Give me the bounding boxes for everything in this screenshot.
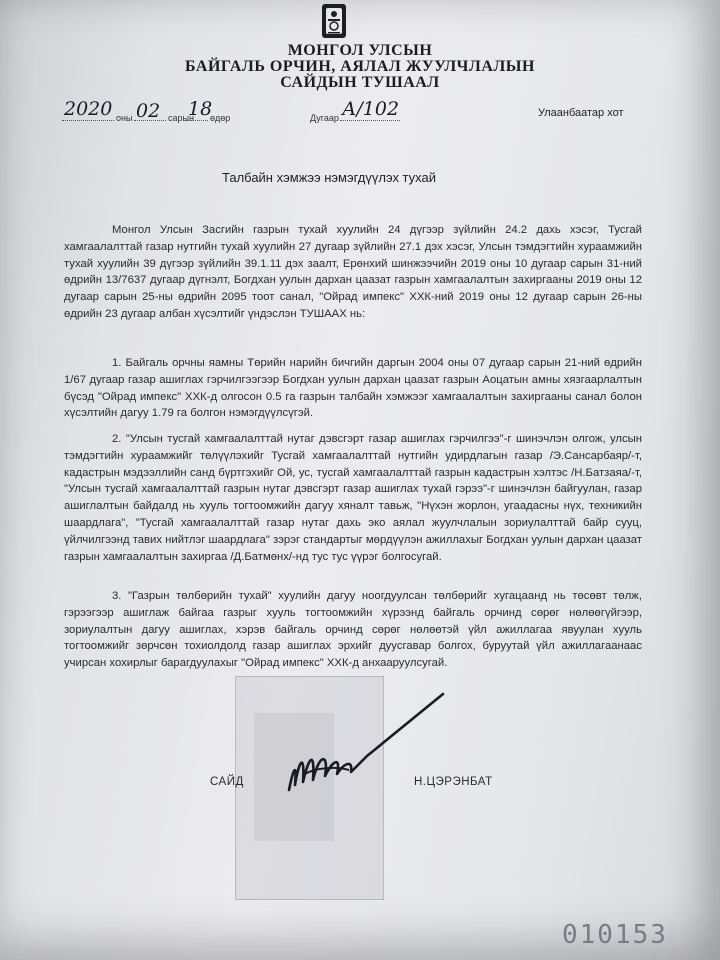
order-item-3: 3. "Газрын төлбөрийн тухай" хуулийн дагуу ноогдуулсан төлбөрийг хугацаанд нь төсөвт төлж, гэрээгээр ашиглаж байгаа газрыг хууль тогтоомжийн хүрээнд байгаль орчинд сөрөг нөлөөгүйгээр, зориулалтын дагуу ашиглах, хэрэв байгаль орчинд сөрөг нөлөөтэй үйл ажиллагаа явуулан хууль тогтоомжийг зөрчсөн тохиолдолд газар ашиглах эрхийг дуусгавар болгох, буруутай үйл ажиллагаанаас учирсан хохирлыг барагдуулахыг "Ойрад импекс" ХХК-д анхааруулсугай. [64, 590, 642, 670]
header-line-1: МОНГОЛ УЛСЫН [287, 42, 433, 59]
number-label: Дугаар [310, 113, 339, 123]
date-day-unit: өдөр [210, 113, 231, 123]
header-line-2: БАЙГАЛЬ ОРЧИН, АЯЛАЛ ЖУУЛЧЛАЛЫН [185, 58, 535, 75]
date-month-unit: сарын [168, 113, 194, 123]
date-year-unit: оны [116, 113, 133, 123]
signer-name: Н.ЦЭРЭНБАТ [414, 776, 493, 788]
date-month: 02 [136, 100, 161, 122]
document-subject: Талбайн хэмжээ нэмэгдүүлэх тухай [222, 170, 437, 185]
document-number: А/102 [342, 98, 400, 120]
date-year: 2020 [64, 98, 113, 120]
header-line-3: САЙДЫН ТУШААЛ [280, 74, 440, 91]
order-item-2: 2. "Улсын тусгай хамгаалалттай нутаг дэвсгэрт газар ашиглах гэрчилгээ"-г шинэчлэн олгож, улсын тэмдэгтийн хураамжийг төлүүлэхийг Тусгай хамгаалалттай нутгийн удирдлагын газар /Э.Сансарбаяр/-т, кадастрын мэдээллийн санд бүртгэхийг Ой, ус, тусгай хамгаалалттай газрын кадастрын хэлтэс /Н.Батзаяа/-т, "Улсын тусгай хамгаалалттай газрын нутаг дэвсгэрт газар ашиглах тухай гэрээ"-г шинэчлэн байгуулан, газар ашиглалтын байдалд нь хууль тогтоомжийн дагуу хяналт тавьж, "Нүхэн жорлон, угаадасны нүх, техникийн шаардлага", "Тусгай хамгаалалттай газар нутаг дахь эко аялал жуулчлалын зориулалттай байр сууц, үйлчилгээнд тавих нийтлэг шаардлага" зэрэг стандартыг мөрдүүлэн ажиллахыг Богдхан уулын дархан цаазат газрын хамгаалалтын захиргаа /Д.Батмөнх/-нд тус тус үүрэг болгосугай. [64, 433, 642, 563]
city-label: Улаанбаатар хот [538, 107, 624, 119]
serial-number: 010153 [562, 920, 668, 950]
order-item-1: 1. Байгаль орчны яамны Төрийн нарийн бичгийн даргын 2004 оны 07 дугаар сарын 21-ний өдрийн 1/67 дугаар газар ашиглах гэрчилгээгээр Богдхан уулын дархан цаазат газрын Аоцатын амны хязгаарлалтын бүсэд "Ойрад импекс" ХХК-д олгосон 0.5 га газрын талбайн хэмжээг хамгаалалтын захиргааны санал болон хүсэлтийн дагуу 1.79 га болгон нэмэгдүүлсүгэй. [64, 357, 642, 420]
handwritten-signature [275, 690, 445, 810]
date-day: 18 [188, 98, 213, 120]
state-emblem-icon [318, 2, 350, 40]
signer-title: САЙД [210, 776, 244, 788]
intro-paragraph: Монгол Улсын Засгийн газрын тухай хуулийн 24 дүгээр зүйлийн 24.2 дахь хэсэг, Тусгай хамгаалалттай газар нутгийн тухай хуулийн 27 дугаар зүйлийн 27.1 дэх хэсэг, Улсын тэмдэгтийн хураамжийн тухай хуулийн 39 дүгээр зүйлийн 39.1.11 дэх заалт, Ерөнхий шинжээчийн 2019 оны 10 дугаар сарын 31-ний өдрийн 13/7637 дугаар дүгнэлт, Богдхан уулын дархан цаазат газрын хамгаалалтын захиргааны 2019 оны 12 дугаар сарын 25-ны өдрийн 2095 тоот санал, "Ойрад импекс" ХХК-ний 2019 оны 12 дугаар сарын 26-ны өдрийн 23 дугаар албан хүсэлтийг үндэслэн ТУШААХ нь: [64, 224, 642, 320]
